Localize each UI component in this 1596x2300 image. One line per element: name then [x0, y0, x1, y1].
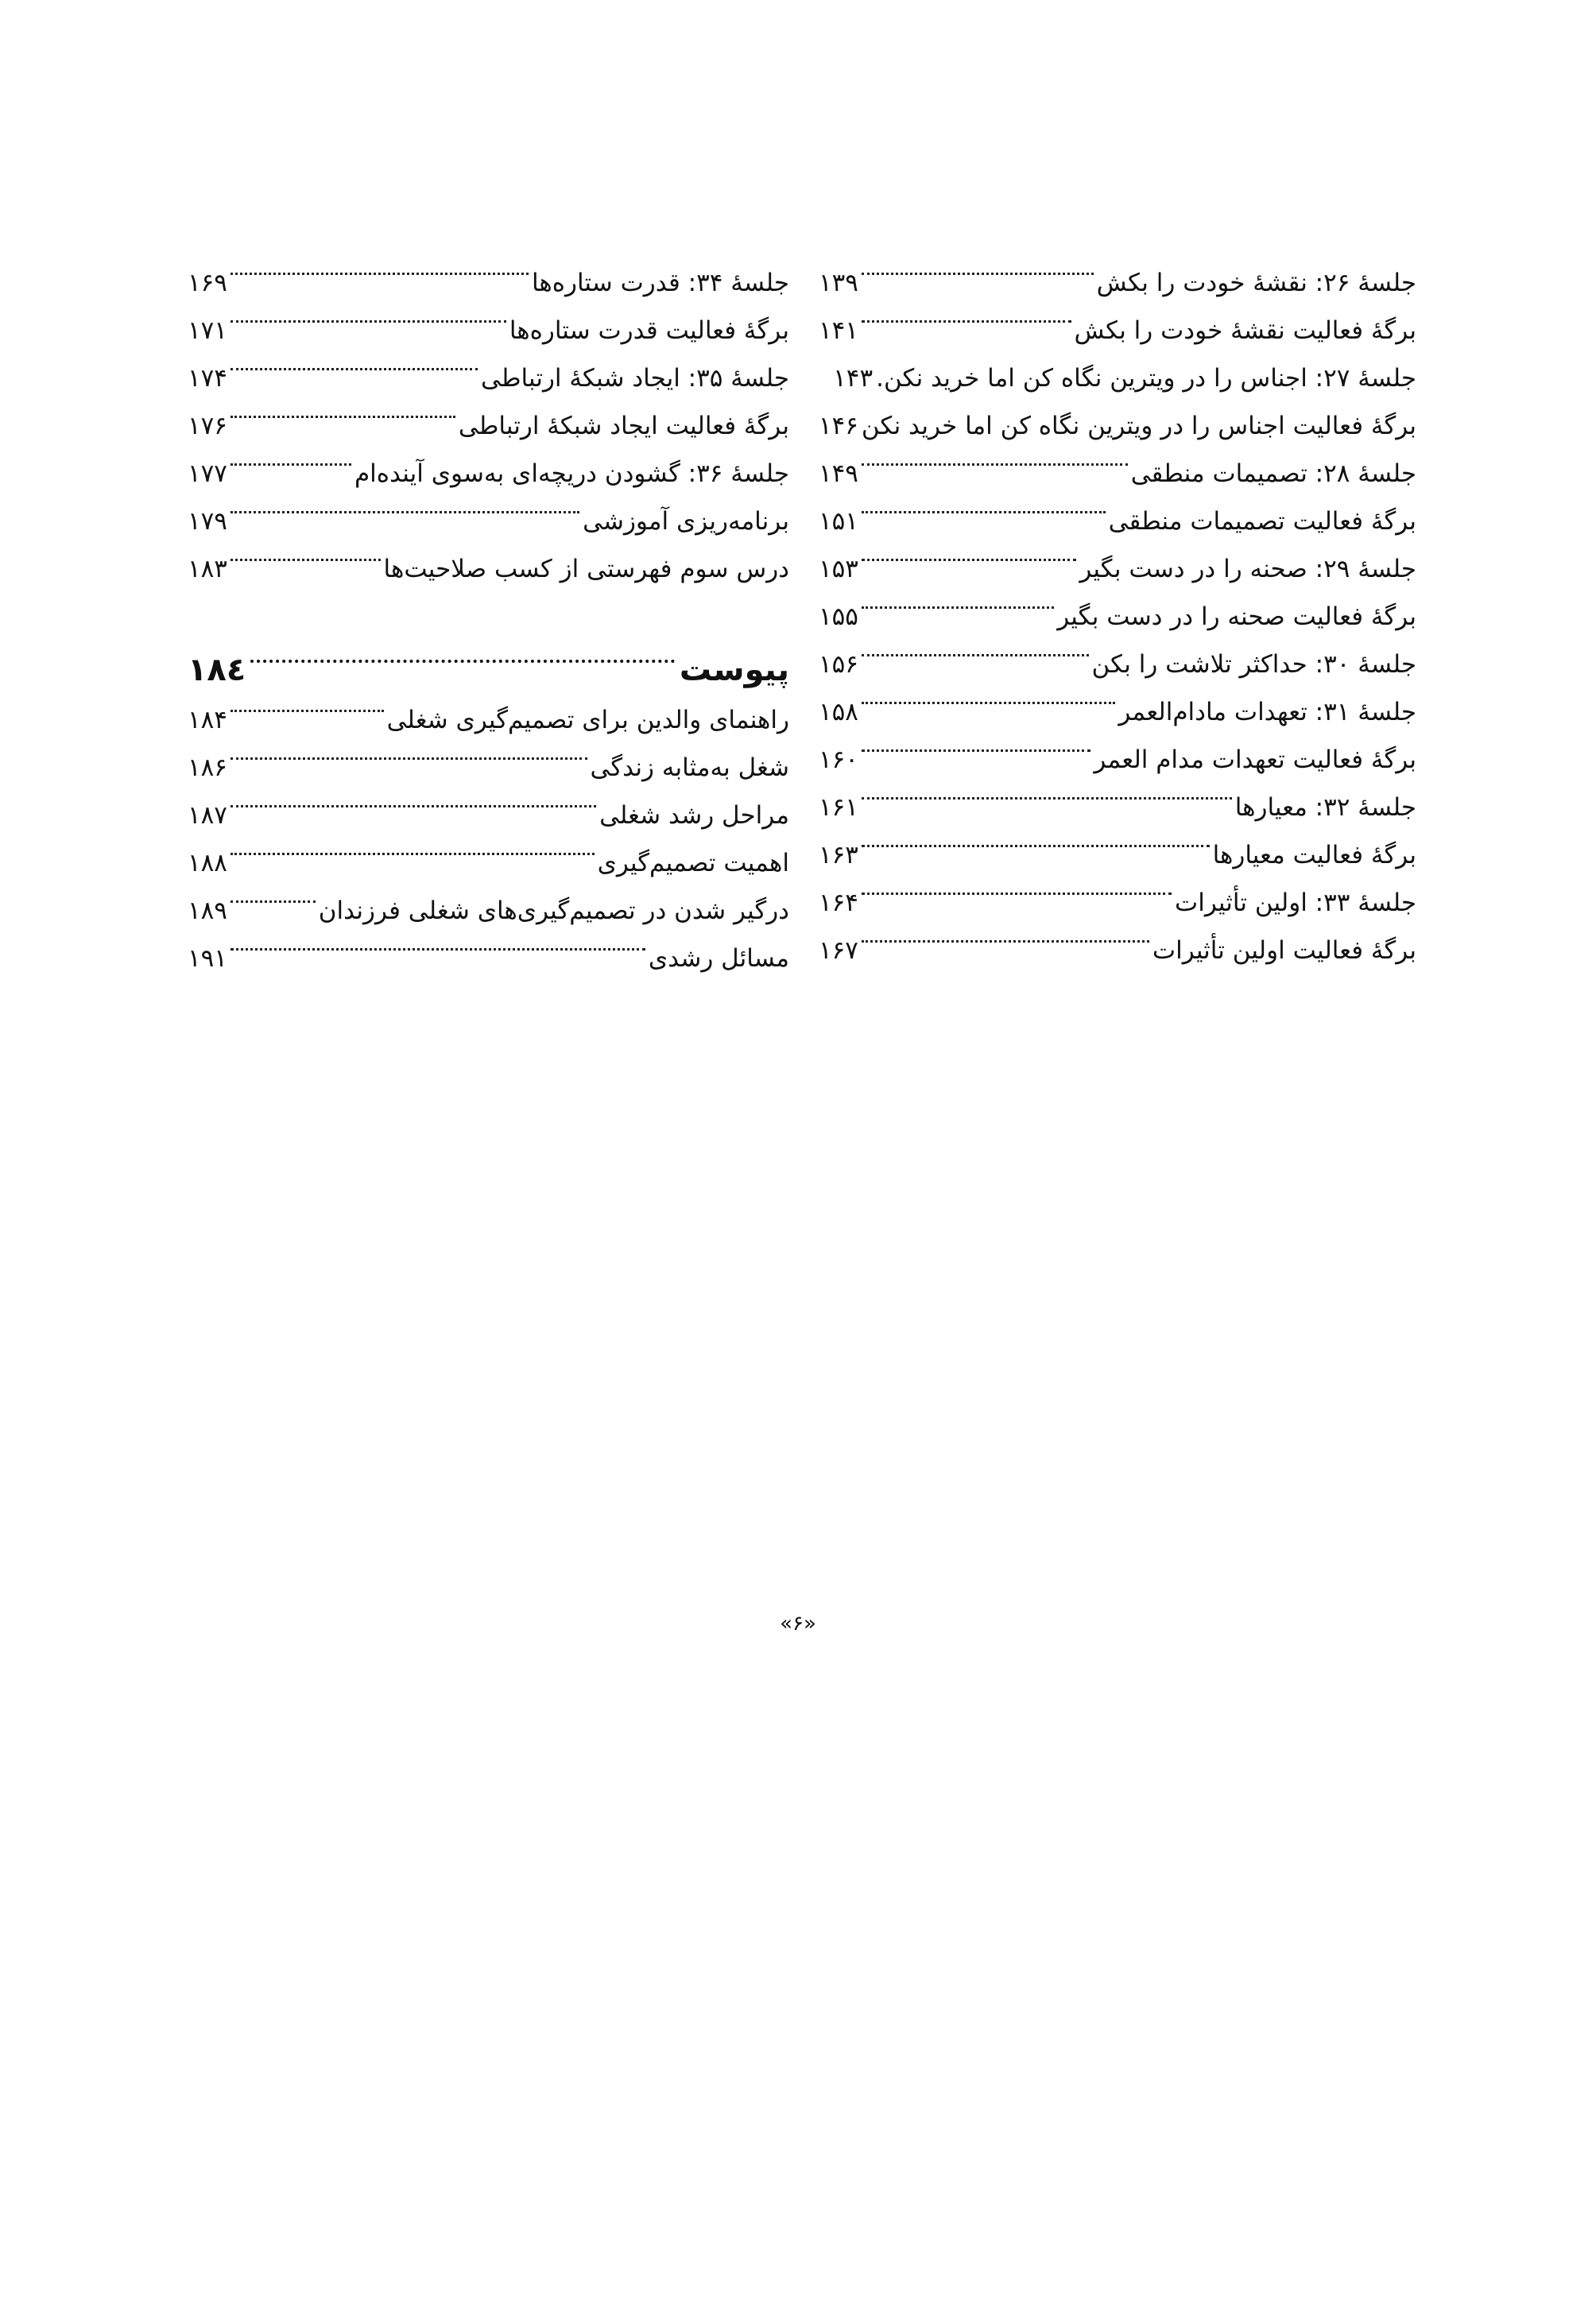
dot-leader — [230, 776, 596, 823]
toc-entry-title: برگهٔ فعالیت نقشهٔ خودت را بکش — [1074, 316, 1416, 345]
toc-entry-title: درگیر شدن در تصمیم‌گیری‌های شغلی فرزندان — [318, 896, 789, 925]
toc-entry-title: برگهٔ فعالیت تعهدات مدام العمر — [1094, 745, 1416, 774]
dot-leader — [230, 339, 478, 386]
dot-leader — [862, 529, 1076, 577]
dot-leader — [230, 823, 595, 871]
dot-leader — [230, 243, 529, 291]
appendix-title: پیوست — [679, 652, 789, 688]
dot-leader — [230, 529, 381, 577]
toc-entry-title: جلسهٔ ۲۸: تصمیمات منطقی — [1130, 459, 1416, 488]
toc-entry-title: مراحل رشد شغلی — [599, 801, 789, 830]
dot-leader — [862, 243, 1094, 291]
toc-entry-page: ۱۶۱ — [819, 793, 858, 822]
dot-leader — [862, 482, 1106, 529]
toc-entry-title: جلسهٔ ۳۳: اولین تأثیرات — [1175, 889, 1416, 917]
dot-leader — [862, 672, 1115, 720]
toc-entry-page: ۱۵۵ — [819, 602, 858, 631]
toc-entry-page: ۱۶۰ — [819, 745, 858, 774]
toc-entry-title: جلسهٔ ۳۰: حداکثر تلاشت را بکن — [1091, 650, 1416, 679]
toc-entry-title: اهمیت تصمیم‌گیری — [597, 849, 789, 877]
toc-entry-title: راهنمای والدین برای تصمیم‌گیری شغلی — [386, 706, 789, 734]
toc-entry-title: جلسهٔ ۳۱: تعهدات مادام‌العمر — [1118, 698, 1416, 726]
dot-leader — [230, 434, 351, 482]
dot-leader — [862, 625, 1089, 672]
dot-leader — [230, 919, 645, 966]
toc-entry-title: مسائل رشدی — [648, 944, 789, 973]
toc-entry-title: جلسهٔ ۳۴: قدرت ستاره‌ها — [531, 269, 789, 297]
dot-leader — [862, 434, 1128, 482]
toc-entry-title: برگهٔ فعالیت قدرت ستاره‌ها — [509, 316, 789, 345]
toc-entry-page: ۱۸۴ — [188, 706, 227, 734]
toc-entry-page: ۱۸۶ — [188, 753, 227, 782]
toc-entry-title: جلسهٔ ۳۲: معیارها — [1234, 793, 1416, 822]
toc-entry-page: ۱۸۳ — [188, 555, 227, 583]
dot-leader — [230, 871, 316, 919]
toc-entry-title: برگهٔ فعالیت تصمیمات منطقی — [1108, 507, 1416, 536]
toc-entry-page: ۱۸۹ — [188, 896, 227, 925]
toc-entry-page: ۱۶۷ — [819, 936, 858, 965]
toc-entry-title: جلسهٔ ۲۷: اجناس را در ویترین نگاه کن اما خرید نکن. — [876, 364, 1416, 393]
dot-leader — [230, 482, 579, 529]
toc-entry-page: ۱۴۱ — [819, 316, 858, 345]
toc-entry-title: جلسهٔ ۲۶: نقشهٔ خودت را بکش — [1096, 269, 1416, 297]
dot-leader — [862, 768, 1232, 815]
toc-entry-page: ۱۸۸ — [188, 849, 227, 877]
dot-leader — [250, 625, 675, 680]
toc-entry-page: ۱۹۱ — [188, 944, 227, 973]
toc-entry-title: برگهٔ فعالیت اجناس را در ویترین نگاه کن اما خرید نکن — [861, 412, 1416, 440]
toc-entry-title: شغل به‌مثابه زندگی — [590, 753, 789, 782]
dot-leader — [230, 728, 587, 776]
appendix-heading[interactable] — [188, 625, 789, 688]
toc-entry-page: ۱۵۸ — [819, 698, 858, 726]
toc-entry[interactable] — [188, 243, 789, 297]
toc-entry-page: ۱۷۴ — [188, 364, 227, 393]
toc-entry-page: ۱۵۱ — [819, 507, 858, 536]
toc-entry-title: جلسهٔ ۳۶: گشودن دریچه‌ای به‌سوی آینده‌ام — [354, 459, 789, 488]
toc-entry-page: ۱۶۳ — [819, 841, 858, 869]
toc-entry-title: جلسهٔ ۲۹: صحنه را در دست بگیر — [1079, 555, 1416, 583]
page-number: «۶» — [780, 1612, 816, 1636]
toc-column-left — [188, 243, 789, 973]
dot-leader — [862, 863, 1172, 911]
dot-leader — [230, 386, 455, 434]
dot-leader — [862, 911, 1149, 958]
toc-entry-title: درس سوم فهرستی از کسب صلاحیت‌ها — [383, 555, 789, 583]
toc-entry-page: ۱۶۹ — [188, 269, 227, 297]
toc-entry-page: ۱۴۳ — [833, 364, 874, 393]
toc-entry-title: برنامه‌ریزی آموزشی — [583, 507, 789, 536]
toc-entry-title: برگهٔ فعالیت صحنه را در دست بگیر — [1057, 602, 1416, 631]
dot-leader — [862, 720, 1090, 768]
dot-leader — [862, 815, 1210, 863]
toc-entry-page: ۱۷۷ — [188, 459, 227, 488]
toc-entry-page: ۱۷۱ — [188, 316, 227, 345]
toc-entry-page: ۱۸۷ — [188, 801, 227, 830]
toc-entry-page: ۱۵۳ — [819, 555, 858, 583]
toc-entry-page: ۱۳۹ — [819, 269, 858, 297]
toc-entry-page: ۱۵۶ — [819, 650, 858, 679]
toc-entry-page: ۱۷۶ — [188, 412, 227, 440]
dot-leader — [862, 577, 1054, 625]
toc-entry-page: ۱۴۹ — [819, 459, 858, 488]
toc-column-right — [818, 243, 1416, 965]
toc-entry-title: برگهٔ فعالیت اولین تأثیرات — [1152, 936, 1416, 965]
toc-entry-title: برگهٔ فعالیت ایجاد شبکهٔ ارتباطی — [458, 412, 789, 440]
dot-leader — [230, 291, 506, 339]
appendix-page: ۱۸٤ — [188, 652, 246, 688]
dot-leader — [862, 291, 1071, 339]
toc-entry-page: ۱۷۹ — [188, 507, 227, 536]
toc-entry-title: جلسهٔ ۳۵: ایجاد شبکهٔ ارتباطی — [481, 364, 789, 393]
dot-leader — [230, 680, 384, 728]
toc-entry-title: برگهٔ فعالیت معیارها — [1212, 841, 1416, 869]
toc-entry-page: ۱۶۴ — [819, 889, 858, 917]
toc-entry-page: ۱۴۶ — [818, 412, 858, 440]
toc-entry[interactable] — [819, 243, 1416, 297]
